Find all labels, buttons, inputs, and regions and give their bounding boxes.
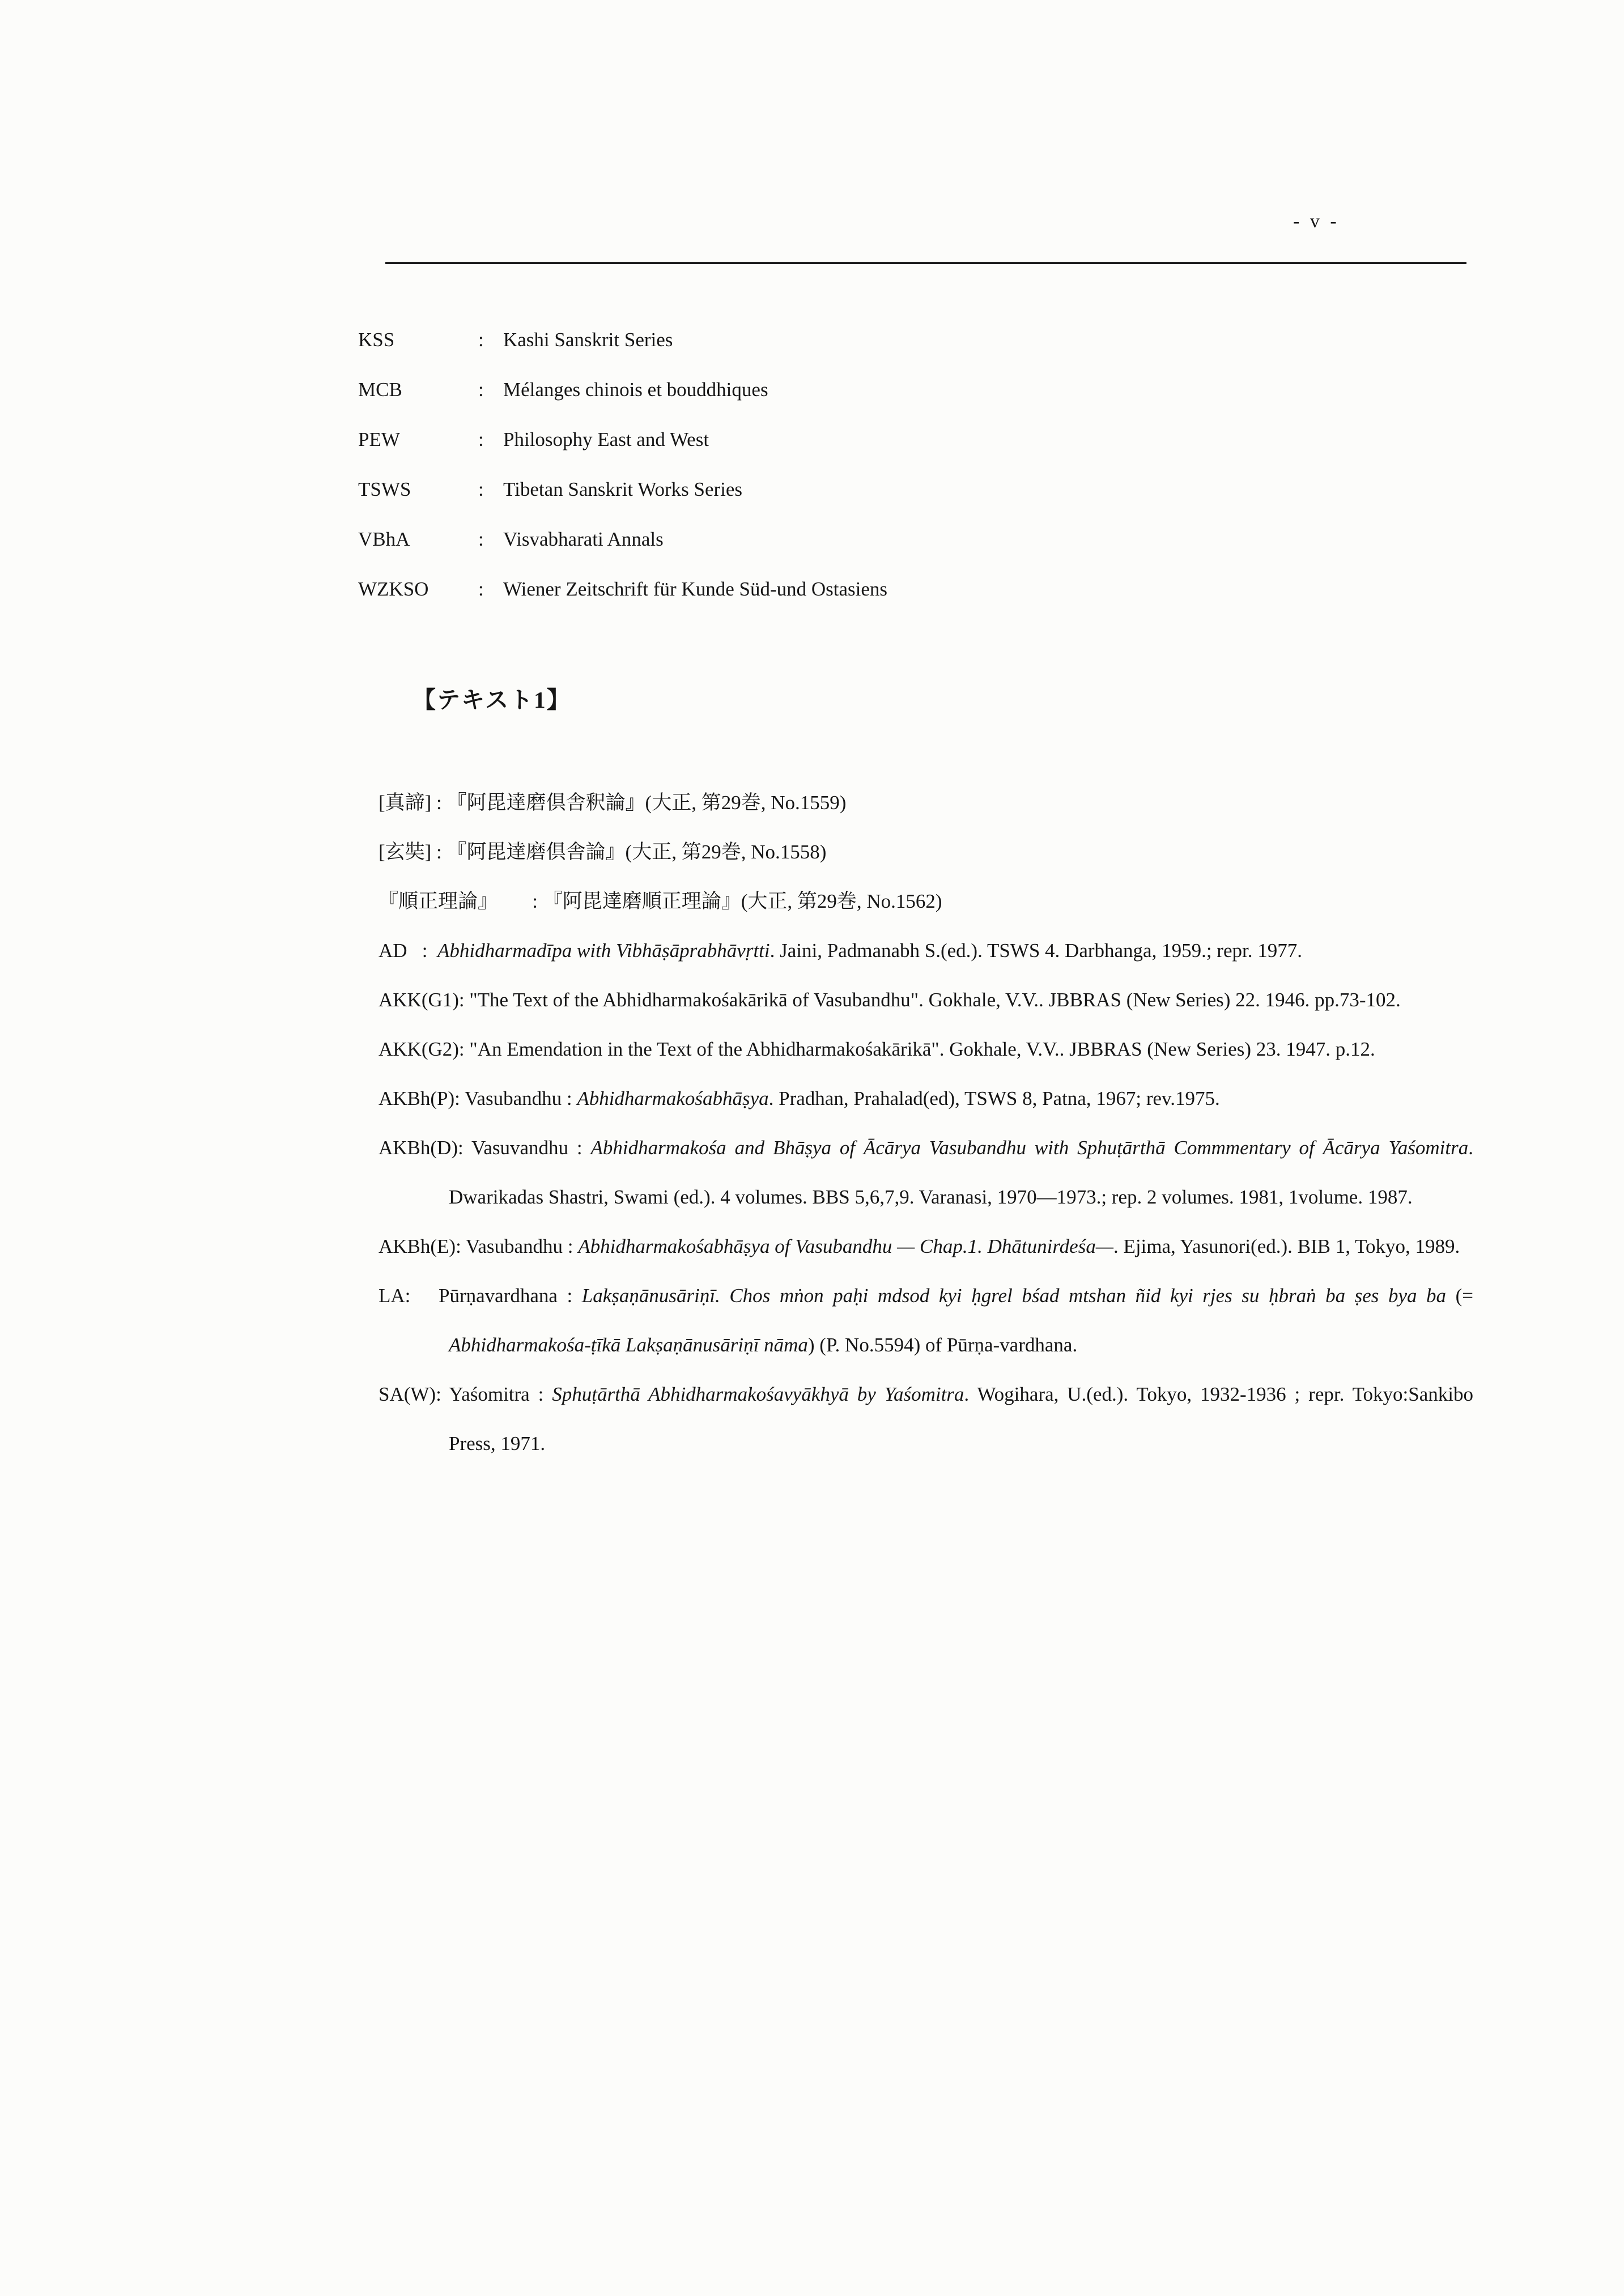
abbreviation-definition: Kashi Sanskrit Series bbox=[503, 329, 673, 351]
bibliography-entry bbox=[379, 1074, 1473, 1123]
entry-text-segment: 『順正理論』 : 『阿毘達磨順正理論』(大正, 第29巻, No.1562) bbox=[379, 890, 942, 912]
abbreviation-separator: : bbox=[478, 528, 484, 550]
entry-title-segment: Abhidharmadīpa with Vibhāṣāprabhāvṛtti bbox=[437, 939, 770, 962]
entry-text-segment: . Ejima, Yasunori(ed.). BIB 1, Tokyo, 1989. bbox=[1113, 1235, 1460, 1257]
abbreviation-row bbox=[358, 315, 1477, 365]
entry-title-segment: Abhidharmakośa-ṭīkā Lakṣaṇānusāriṇī nāma bbox=[449, 1334, 808, 1356]
abbreviation-key: TSWS bbox=[358, 478, 411, 500]
abbreviation-separator: : bbox=[478, 329, 484, 351]
bibliography-list bbox=[379, 778, 1473, 1468]
entry-title-segment: Abhidharmakośa and Bhāṣya of Ācārya Vasubandhu with Sphuṭārthā Commmentary of Ācārya Yaśomitra bbox=[590, 1137, 1469, 1159]
entry-text-segment: ) (P. No.5594) of Pūrṇa-vardhana. bbox=[807, 1334, 1078, 1356]
abbreviation-key: WZKSO bbox=[358, 578, 429, 600]
abbreviation-separator: : bbox=[478, 428, 484, 450]
bibliography-entry bbox=[379, 1370, 1473, 1468]
entry-text-segment: AKBh(P): Vasubandhu : bbox=[379, 1087, 577, 1109]
entry-title-segment: Abhidharmakośabhāṣya bbox=[577, 1087, 769, 1109]
entry-text-segment: (= bbox=[1446, 1285, 1473, 1307]
entry-text-segment: . Jaini, Padmanabh S.(ed.). TSWS 4. Darbhanga, 1959.; repr. 1977. bbox=[770, 939, 1302, 962]
abbreviation-separator: : bbox=[478, 379, 484, 401]
abbreviation-row bbox=[358, 564, 1477, 614]
abbreviation-definition: Visvabharati Annals bbox=[503, 528, 664, 550]
entry-text-segment: [真諦] : 『阿毘達磨倶舎釈論』(大正, 第29巻, No.1559) bbox=[379, 792, 847, 814]
entry-title-segment: Lakṣaṇānusāriṇī. Chos mṅon paḥi mdsod kyi ḥgrel bśad mtshan ñid kyi rjes su ḥbraṅ ba ṣes bya ba bbox=[581, 1285, 1447, 1307]
abbreviation-row bbox=[358, 515, 1477, 564]
abbreviation-row bbox=[358, 415, 1477, 465]
bibliography-entry bbox=[379, 1222, 1473, 1271]
bibliography-entry bbox=[379, 1123, 1473, 1222]
abbreviation-definition: Philosophy East and West bbox=[503, 428, 709, 450]
abbreviation-row bbox=[358, 365, 1477, 415]
entry-text-segment: . Pradhan, Prahalad(ed), TSWS 8, Patna, 1967; rev.1975. bbox=[768, 1087, 1220, 1109]
bibliography-entry bbox=[379, 1024, 1473, 1074]
entry-text-segment: LA: Pūrṇavardhana : bbox=[379, 1285, 582, 1307]
header-rule bbox=[385, 262, 1466, 264]
page-number: - v - bbox=[1293, 211, 1340, 232]
bibliography-entry bbox=[379, 877, 1473, 926]
abbreviation-key: MCB bbox=[358, 379, 402, 401]
entry-title-segment: Abhidharmakośabhāṣya of Vasubandhu — Chap.1. Dhātunirdeśa— bbox=[578, 1235, 1113, 1257]
entry-text-segment: [玄奘] : 『阿毘達磨倶舎論』(大正, 第29巻, No.1558) bbox=[379, 841, 827, 863]
abbreviation-definition: Tibetan Sanskrit Works Series bbox=[503, 478, 743, 500]
entry-text-segment: . Wogihara, U.(ed.). Tokyo, 1932-1936 ; repr. Tokyo:Sankibo Press, 1971. bbox=[449, 1383, 1473, 1455]
entry-text-segment: AKBh(D): Vasuvandhu : bbox=[379, 1137, 591, 1159]
abbreviation-row bbox=[358, 465, 1477, 515]
entry-text-segment: AKK(G2): "An Emendation in the Text of the Abhidharmakośakārikā". Gokhale, V.V.. JBBRAS (New Series) 23. 1947. p.12. bbox=[379, 1038, 1375, 1060]
abbreviation-separator: : bbox=[478, 578, 484, 600]
bibliography-entry bbox=[379, 926, 1473, 975]
section-heading: 【テキスト1】 bbox=[413, 687, 571, 713]
bibliography-entry bbox=[379, 827, 1473, 877]
entry-text-segment: SA(W): Yaśomitra : bbox=[379, 1383, 552, 1405]
entry-text-segment: AKK(G1): "The Text of the Abhidharmakośakārikā of Vasubandhu". Gokhale, V.V.. JBBRAS (New Series) 22. 1946. pp.73-102. bbox=[379, 989, 1401, 1011]
abbreviation-list bbox=[358, 315, 1477, 614]
abbreviation-key: VBhA bbox=[358, 528, 410, 550]
abbreviation-key: PEW bbox=[358, 428, 400, 450]
entry-text-segment: AKBh(E): Vasubandhu : bbox=[379, 1235, 579, 1257]
bibliography-entry bbox=[379, 1271, 1473, 1370]
page-content bbox=[358, 315, 1477, 1468]
entry-text-segment: AD : bbox=[379, 939, 438, 962]
abbreviation-definition: Wiener Zeitschrift für Kunde Süd-und Ostasiens bbox=[503, 578, 888, 600]
entry-title-segment: Sphuṭārthā Abhidharmakośavyākhyā by Yaśomitra bbox=[552, 1383, 964, 1405]
abbreviation-key: KSS bbox=[358, 329, 395, 351]
abbreviation-definition: Mélanges chinois et bouddhiques bbox=[503, 379, 768, 401]
entry-text-segment: . Dwarikadas Shastri, Swami (ed.). 4 volumes. BBS 5,6,7,9. Varanasi, 1970—1973.; rep. 2 volumes. 1981, 1volume. 1987. bbox=[449, 1137, 1473, 1208]
bibliography-entry bbox=[379, 778, 1473, 827]
bibliography-entry bbox=[379, 975, 1473, 1024]
abbreviation-separator: : bbox=[478, 478, 484, 500]
